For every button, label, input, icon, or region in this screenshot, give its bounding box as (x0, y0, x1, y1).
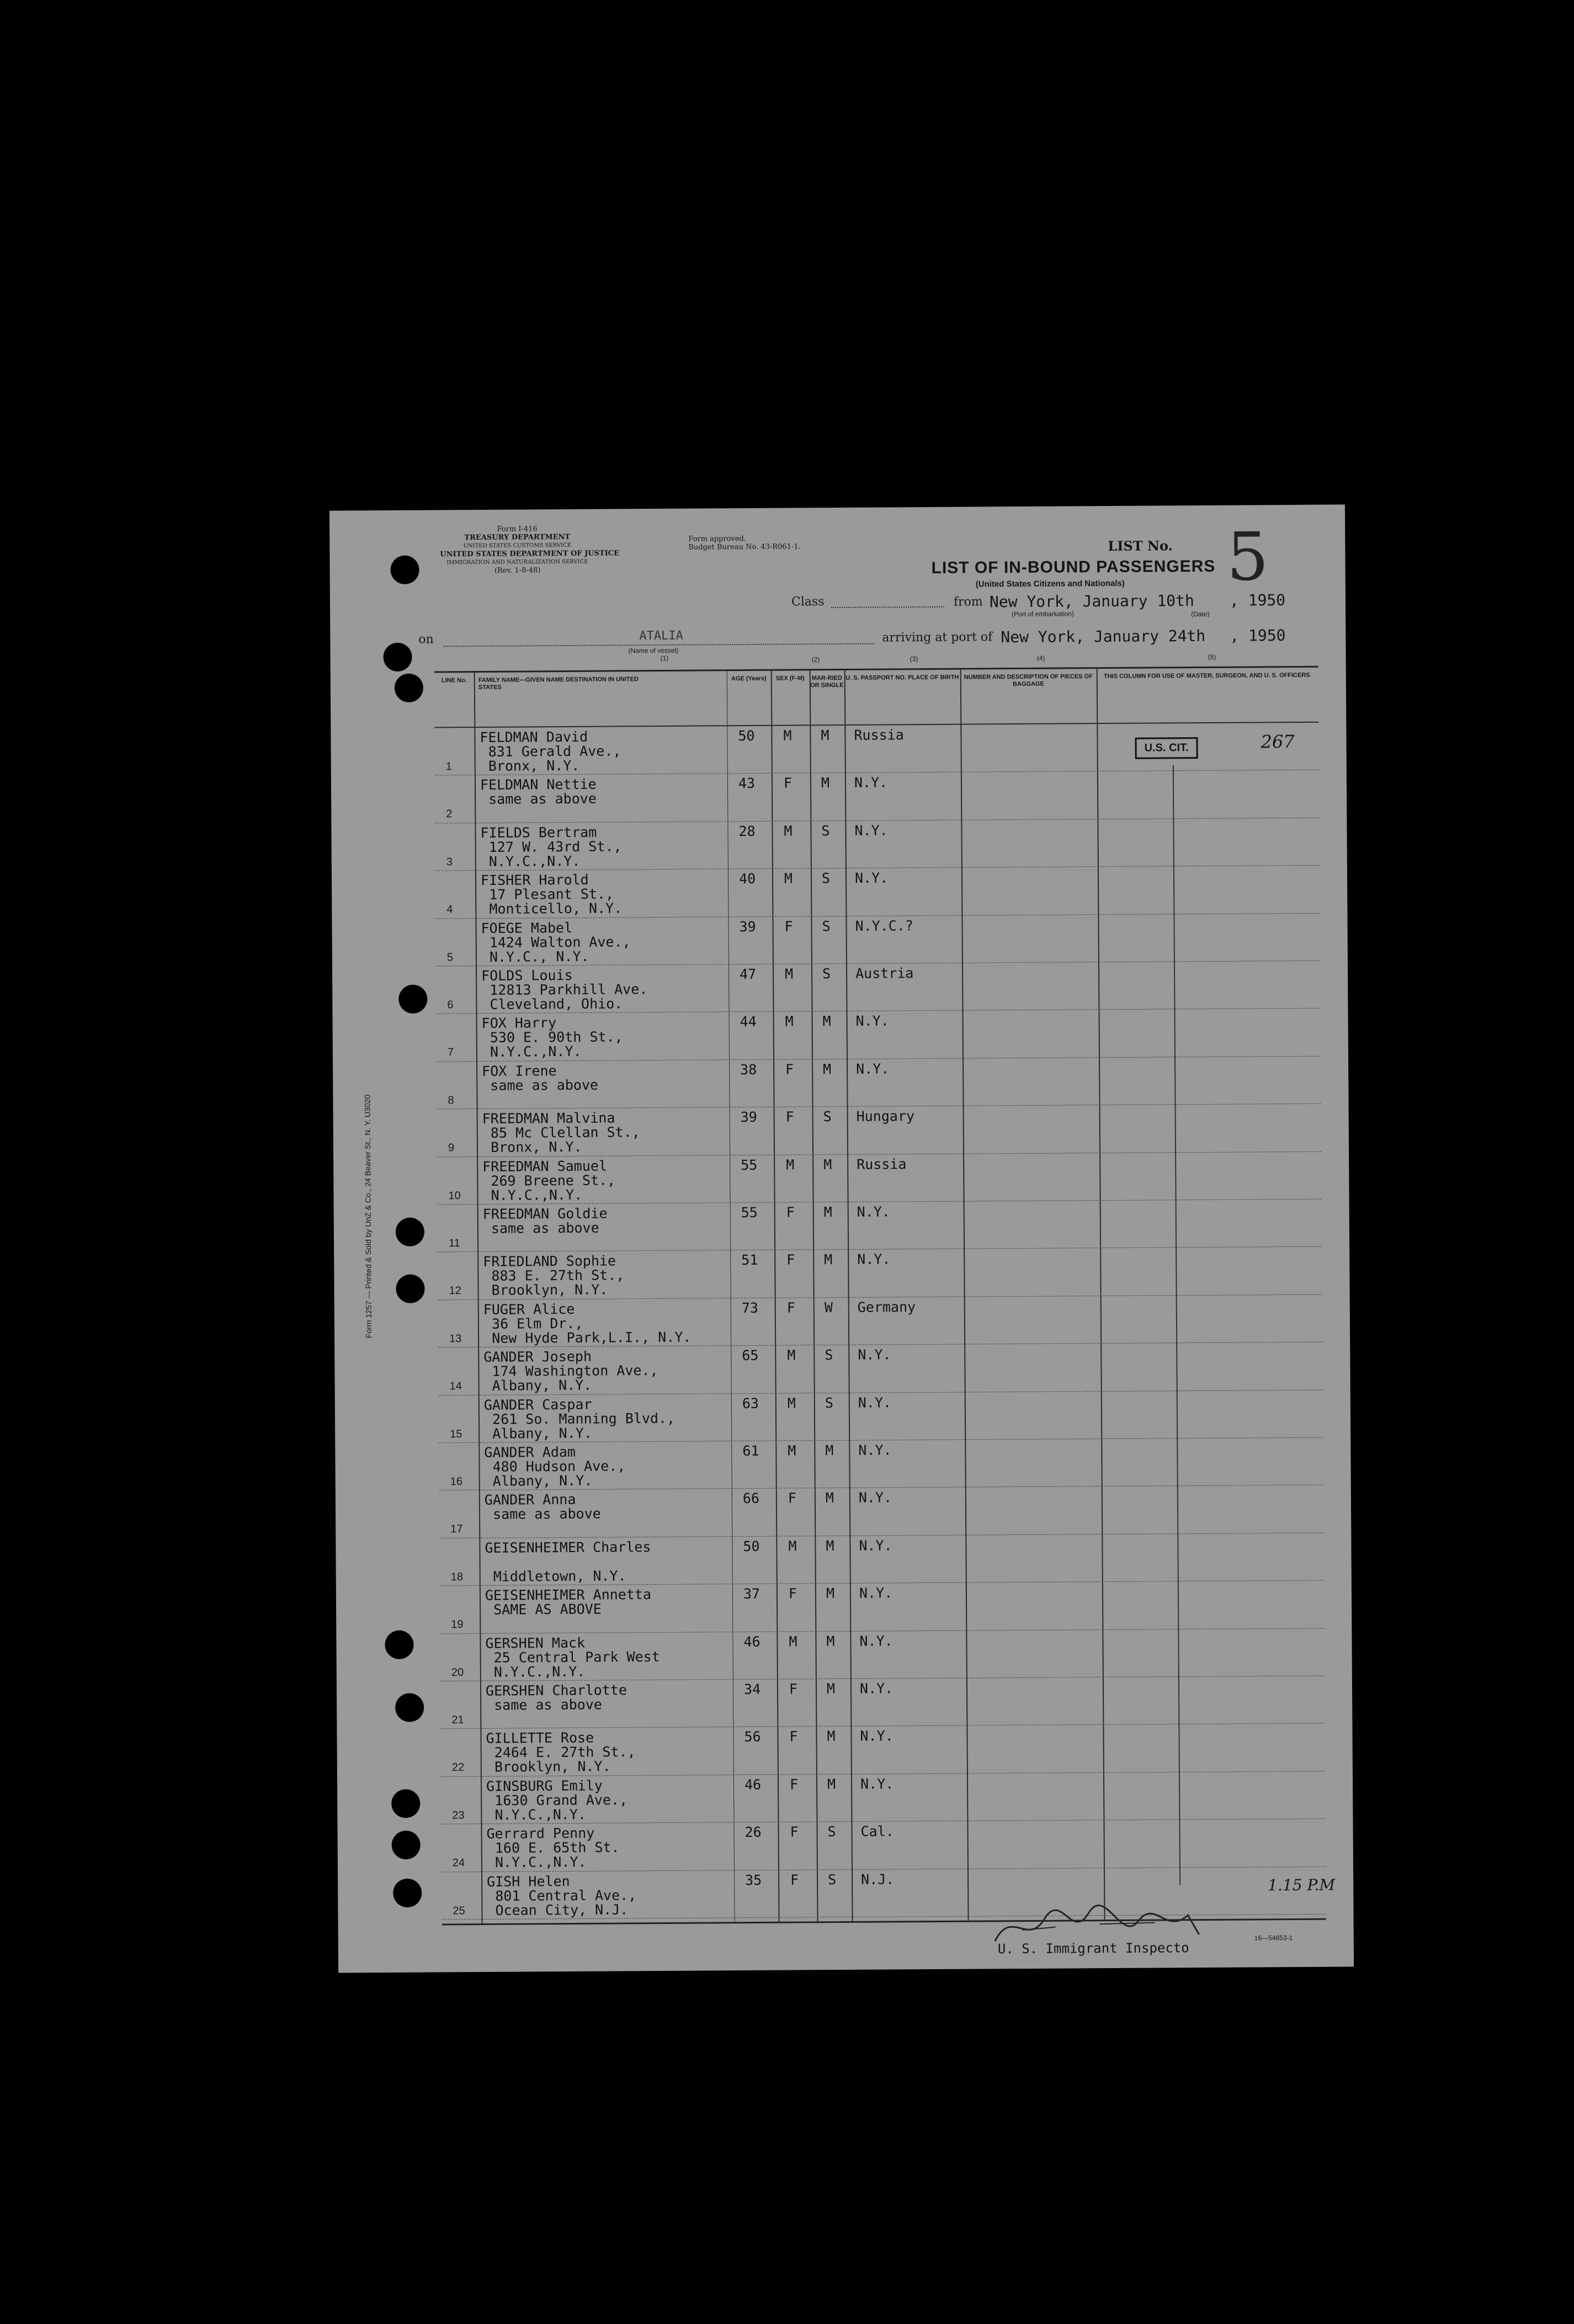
passenger-marital-status: M (826, 1585, 835, 1602)
port-of-embarkation: New York, January 10th (989, 591, 1194, 611)
passenger-age: 46 (743, 1633, 761, 1650)
passenger-name-address: FOX Harry 530 E. 90th St., N.Y.C.,N.Y. (481, 1015, 623, 1060)
passenger-birthplace: N.Y. (857, 1251, 891, 1268)
passenger-age: 47 (739, 966, 757, 983)
arriving-label: arriving at port of (882, 630, 993, 645)
line-number: 9 (448, 1142, 455, 1154)
passenger-marital-status: M (823, 1060, 832, 1077)
footer-code: 16—54653-1 (1254, 1934, 1293, 1942)
passenger-marital-status: S (822, 918, 831, 934)
passenger-marital-status: M (827, 1776, 836, 1792)
passenger-sex: F (790, 1872, 799, 1888)
passenger-age: 73 (741, 1299, 758, 1316)
vessel-name: ATALIA (639, 628, 683, 643)
line-number: 19 (451, 1618, 464, 1631)
passenger-birthplace: Cal. (860, 1823, 894, 1840)
port-of-arrival: New York, January 24th (1001, 626, 1206, 647)
handwritten-time-note: 1.15 P.M (1268, 1875, 1336, 1895)
passenger-name-address: FUGER Alice 36 Elm Dr., New Hyde Park,L.I., N.Y. (483, 1300, 692, 1346)
passenger-marital-status: M (823, 1204, 832, 1220)
column-divider (810, 670, 818, 1921)
line-number: 21 (451, 1714, 464, 1726)
treasury-department: TREASURY DEPARTMENT (464, 532, 571, 542)
column-number-5: (5) (1208, 653, 1216, 661)
budget-bureau-number: Budget Bureau No. 43-R061-1. (688, 542, 801, 552)
form-approval (688, 534, 800, 551)
passenger-birthplace: N.Y. (860, 1776, 894, 1792)
passenger-name-address: Gerrard Penny 160 E. 65th St. N.Y.C.,N.Y. (486, 1825, 620, 1871)
line-number: 11 (448, 1237, 460, 1250)
passenger-age: 63 (742, 1395, 759, 1411)
column-divider (960, 670, 969, 1921)
passenger-name-address: FISHER Harold 17 Plesant St., Monticello, N.Y. (480, 871, 623, 918)
punch-hole (390, 556, 419, 584)
punch-hole (395, 1693, 424, 1722)
passenger-manifest-page (329, 504, 1354, 1973)
page-reference-number: 267 (1261, 731, 1295, 753)
passenger-sex: M (789, 1633, 797, 1650)
passenger-sex: M (785, 1013, 794, 1030)
passenger-birthplace: N.Y. (860, 1728, 894, 1745)
on-label: on (418, 632, 434, 647)
passenger-marital-status: S (821, 822, 830, 839)
passenger-age: 44 (740, 1014, 757, 1030)
passenger-name-address: GERSHEN Charlotte same as above (485, 1682, 627, 1713)
passenger-birthplace: Germany (857, 1298, 916, 1315)
arrival-year: , 1950 (1230, 626, 1286, 645)
punch-hole (383, 643, 412, 671)
passenger-birthplace: N.Y. (858, 1442, 892, 1458)
passenger-marital-status: S (821, 870, 831, 887)
passenger-birthplace: N.Y. (856, 1060, 890, 1077)
punch-hole (396, 1275, 424, 1303)
punch-hole (391, 1789, 420, 1818)
line-number: 12 (449, 1284, 461, 1297)
passenger-name-address: FELDMAN Nettie same as above (480, 776, 597, 808)
line-number: 18 (450, 1570, 464, 1584)
class-field (831, 605, 944, 608)
header-baggage: NUMBER AND DESCRIPTION OF PIECES OF BAGGAGE (964, 673, 1093, 688)
passenger-sex: M (783, 727, 792, 744)
passenger-sex: M (784, 966, 794, 982)
passenger-marital-status: M (826, 1537, 834, 1554)
passenger-name-address: FOEGE Mabel 1424 Walton Ave., N.Y.C., N.Y. (481, 919, 631, 965)
passenger-age: 46 (744, 1776, 762, 1793)
passenger-marital-status: S (828, 1871, 837, 1888)
passenger-age: 39 (739, 918, 756, 935)
passenger-sex: F (785, 1061, 794, 1078)
column-number-4: (4) (1036, 654, 1045, 662)
date-caption: (Date) (1191, 610, 1210, 619)
punch-hole (395, 674, 423, 702)
passenger-age: 26 (745, 1824, 762, 1841)
passenger-name-address: FRIEDLAND Sophie 883 E. 27th St., Brooklyn, N.Y. (483, 1252, 625, 1299)
passenger-birthplace: Russia (854, 727, 904, 743)
passenger-sex: M (787, 1395, 796, 1411)
passenger-age: 38 (740, 1061, 757, 1078)
passenger-birthplace: N.Y. (858, 1346, 891, 1363)
header-line-no: LINE No. (441, 677, 467, 684)
passenger-birthplace: N.Y. (854, 774, 888, 791)
passenger-age: 61 (742, 1442, 759, 1459)
passenger-name-address: FOX Irene same as above (482, 1062, 599, 1094)
line-number: 1 (445, 760, 452, 773)
passenger-name-address: GILLETTE Rose 2464 E. 27th St., Brooklyn, N.Y. (486, 1730, 636, 1776)
customs-service: UNITED STATES CUSTOMS SERVICE (463, 542, 572, 550)
passenger-sex: F (786, 1299, 795, 1316)
port-of-embarkation-caption: (Port of embarkation) (1012, 610, 1074, 619)
passenger-age: 37 (743, 1586, 761, 1602)
line-number: 3 (446, 856, 453, 868)
passenger-sex: F (790, 1824, 799, 1840)
line-number: 6 (447, 999, 454, 1011)
passenger-birthplace: N.Y. (857, 1203, 891, 1220)
header-sex: SEX (F-M) (775, 675, 805, 682)
passenger-marital-status: S (822, 966, 831, 982)
passenger-marital-status: M (826, 1681, 836, 1697)
passenger-name-address: GANDER Joseph 174 Washington Ave., Albany, N.Y. (483, 1348, 658, 1394)
passenger-age: 40 (738, 871, 756, 887)
passenger-birthplace: N.J. (861, 1871, 895, 1888)
line-number: 25 (453, 1904, 465, 1917)
passenger-marital-status: M (827, 1728, 836, 1745)
passenger-sex: M (786, 1156, 795, 1173)
passenger-marital-status: S (825, 1394, 833, 1411)
punch-hole (392, 1831, 421, 1859)
passenger-name-address: GANDER Caspar 261 So. Manning Blvd., Albany, N.Y. (483, 1396, 676, 1442)
passenger-age: 51 (741, 1252, 758, 1268)
passenger-name-address: FREEDMAN Malvina 85 Mc Clellan St., Bronx, N.Y. (482, 1110, 640, 1156)
passenger-age: 39 (740, 1109, 757, 1126)
passenger-birthplace: N.Y.C.? (855, 917, 913, 934)
ins-service: IMMIGRATION AND NATURALIZATION SERVICE (446, 558, 588, 566)
passenger-marital-status: M (821, 775, 830, 791)
class-label: Class (791, 595, 825, 609)
passenger-sex: M (784, 823, 793, 839)
line-number: 2 (446, 808, 453, 820)
form-number: Form I-416 (497, 525, 538, 534)
line-number: 22 (451, 1761, 465, 1774)
column-divider (1097, 669, 1105, 1920)
punch-hole (398, 985, 427, 1014)
line-number: 8 (448, 1094, 454, 1107)
list-number: 5 (1226, 519, 1269, 596)
passenger-birthplace: N.Y. (859, 1633, 893, 1649)
passenger-birthplace: N.Y. (859, 1585, 893, 1602)
line-number: 24 (452, 1857, 465, 1869)
form-approved-text: Form approved. (688, 535, 747, 543)
passenger-sex: M (787, 1347, 796, 1363)
passenger-marital-status: S (823, 1108, 832, 1125)
passenger-sex: F (789, 1728, 798, 1745)
line-number: 23 (452, 1809, 465, 1822)
passenger-marital-status: S (827, 1824, 836, 1840)
passenger-name-address: GANDER Adam 480 Hudson Ave., Albany, N.Y. (484, 1443, 626, 1489)
passenger-age: 28 (738, 823, 756, 839)
passenger-name-address: GERSHEN Mack 25 Central Park West N.Y.C.,N.Y. (485, 1634, 660, 1680)
passenger-age: 56 (744, 1729, 761, 1745)
column-divider (727, 671, 735, 1922)
passenger-marital-status: M (821, 727, 829, 744)
line-number: 4 (446, 903, 453, 916)
column-number-1: (1) (660, 654, 669, 662)
revision: (Rev. 1-8-48) (494, 566, 541, 575)
line-number: 5 (446, 951, 454, 963)
punch-hole (385, 1630, 413, 1659)
passenger-sex: F (788, 1585, 797, 1602)
line-number: 7 (447, 1046, 454, 1059)
passenger-birthplace: N.Y. (855, 1012, 889, 1030)
punch-hole (393, 1879, 422, 1907)
passenger-marital-status: M (823, 1156, 832, 1172)
passenger-sex: M (784, 870, 793, 887)
passenger-marital-status: S (825, 1347, 833, 1363)
line-number: 15 (450, 1427, 462, 1440)
line-number: 13 (449, 1332, 462, 1345)
passenger-marital-status: W (824, 1299, 833, 1315)
line-number: 17 (450, 1523, 463, 1536)
passenger-age: 43 (738, 775, 756, 792)
passenger-name-address: FIELDS Bertram 127 W. 43rd St., N.Y.C.,N.Y. (480, 824, 622, 870)
passenger-age: 34 (743, 1681, 761, 1698)
passenger-age: 50 (743, 1538, 760, 1554)
us-citizen-stamp: U.S. CIT. (1135, 737, 1198, 759)
line-number: 20 (451, 1666, 464, 1678)
header-name: FAMILY NAME—GIVEN NAME DESTINATION IN UNITED STATES (478, 676, 639, 691)
passenger-sex: M (788, 1538, 797, 1554)
passenger-name-address: GEISENHEIMER Charles Middletown, N.Y. (485, 1538, 651, 1585)
passenger-table (434, 666, 1326, 1926)
passenger-age: 65 (742, 1347, 759, 1364)
column-number-2: (2) (811, 655, 820, 664)
passenger-age: 35 (745, 1872, 762, 1888)
line-number: 10 (448, 1189, 461, 1202)
passenger-marital-status: M (824, 1251, 833, 1268)
form-header-left (440, 525, 620, 575)
header-age: AGE (Years) (731, 675, 767, 683)
passenger-age: 50 (738, 727, 755, 744)
passenger-birthplace: N.Y. (854, 822, 888, 839)
passenger-birthplace: N.Y. (859, 1680, 894, 1697)
passenger-sex: F (789, 1681, 798, 1697)
document-subtitle: (United States Citizens and Nationals) (975, 578, 1125, 589)
passenger-birthplace: Hungary (856, 1108, 915, 1125)
passenger-sex: F (783, 775, 793, 792)
passenger-birthplace: N.Y. (859, 1537, 892, 1554)
column-divider (771, 671, 780, 1922)
passenger-sex: M (788, 1442, 796, 1459)
column-divider (844, 670, 853, 1921)
embarkation-year: , 1950 (1229, 591, 1286, 610)
passenger-birthplace: Austria (855, 965, 914, 982)
passenger-sex: F (784, 918, 793, 935)
passenger-sex: F (786, 1251, 795, 1268)
department-of-justice: UNITED STATES DEPARTMENT OF JUSTICE (440, 549, 620, 559)
header-officers: THIS COLUMN FOR USE OF MASTER, SURGEON, AND U. S. OFFICERS (1103, 671, 1310, 680)
passenger-age: 55 (741, 1204, 758, 1221)
from-label: from (953, 595, 983, 609)
punch-hole (396, 1218, 424, 1246)
list-no-label: LIST No. (1108, 537, 1173, 555)
passenger-sex: F (786, 1204, 795, 1220)
passenger-marital-status: M (826, 1633, 835, 1649)
line-number: 14 (449, 1380, 462, 1393)
line-number: 16 (450, 1475, 462, 1488)
passenger-birthplace: N.Y. (854, 870, 889, 887)
document-title: LIST OF IN-BOUND PASSENGERS (931, 557, 1216, 577)
header-married: MAR-RIED OR SINGLE (810, 674, 844, 689)
passenger-sex: F (785, 1108, 794, 1125)
header-birthplace: U. S. PASSPORT NO. PLACE OF BIRTH (846, 674, 959, 681)
passenger-name-address: GISH Helen 801 Central Ave., Ocean City, N.J. (487, 1873, 637, 1918)
passenger-name-address: FREEDMAN Samuel 269 Breene St., N.Y.C.,N.Y. (482, 1158, 616, 1203)
passenger-marital-status: M (825, 1442, 834, 1459)
passenger-birthplace: N.Y. (858, 1489, 892, 1506)
passenger-age: 66 (742, 1490, 760, 1507)
passenger-birthplace: N.Y. (858, 1394, 892, 1411)
passenger-name-address: GANDER Anna same as above (484, 1491, 601, 1523)
passenger-marital-status: M (825, 1490, 834, 1506)
passenger-marital-status: M (822, 1013, 831, 1030)
passenger-sex: F (788, 1490, 797, 1506)
passenger-age: 55 (741, 1156, 758, 1173)
passenger-sex: F (789, 1776, 799, 1793)
inspector-title: U. S. Immigrant Inspecto (997, 1940, 1189, 1957)
passenger-name-address: GINSBURG Emily 1630 Grand Ave., N.Y.C.,N.Y. (486, 1777, 628, 1823)
column-number-3: (3) (910, 655, 918, 663)
passenger-name-address: FOLDS Louis 12813 Parkhill Ave. Cleveland, Ohio. (481, 967, 648, 1012)
passenger-birthplace: Russia (857, 1155, 907, 1172)
printer-imprint: Form 1257 — Printed & Sold by UnZ & Co., 24 Beaver St., N. Y. U3020 (363, 1094, 374, 1339)
passenger-name-address: FREEDMAN Goldie same as above (482, 1205, 608, 1236)
passenger-name-address: GEISENHEIMER Annetta SAME AS ABOVE (485, 1586, 652, 1618)
vessel-caption: (Name of vessel) (628, 646, 679, 655)
passenger-name-address: FELDMAN David 831 Gerald Ave., Bronx, N.Y. (480, 728, 621, 774)
